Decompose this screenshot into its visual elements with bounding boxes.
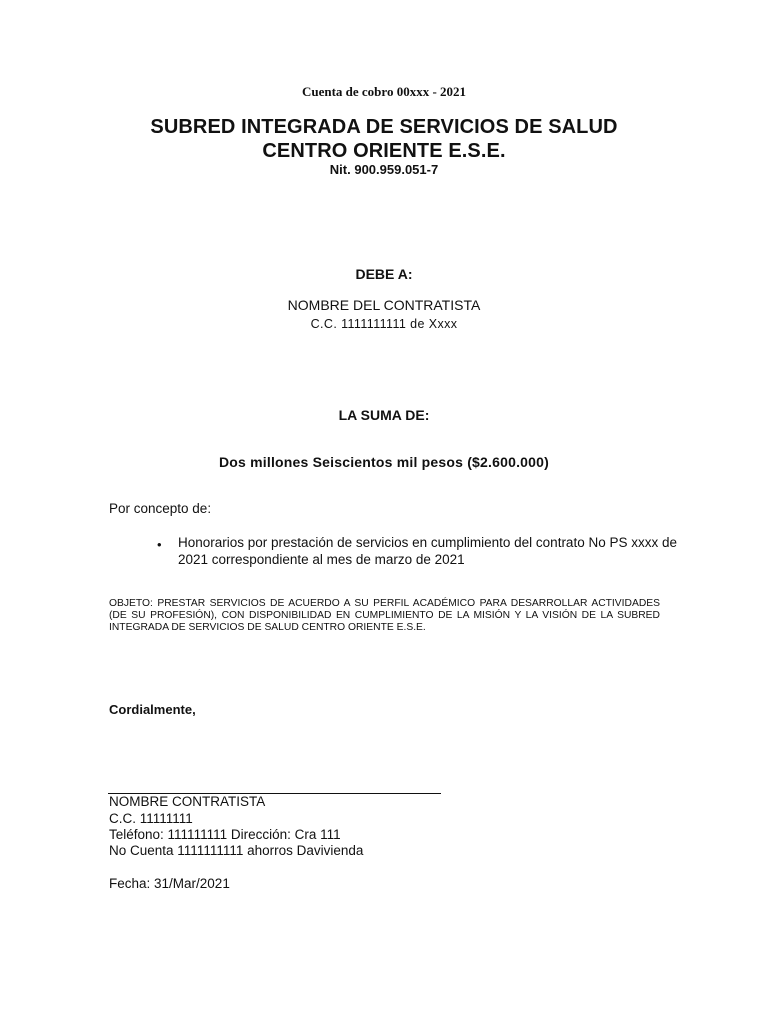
closing-salutation: Cordialmente,: [109, 702, 196, 717]
debe-a-heading: DEBE A:: [355, 266, 413, 282]
bullet-icon: •: [157, 537, 162, 552]
signer-name: NOMBRE CONTRATISTA: [109, 794, 266, 809]
contractor-id: C.C. 1111111111 de Xxxx: [310, 317, 458, 331]
document-reference: Cuenta de cobro 00xxx - 2021: [301, 84, 467, 99]
concepto-label: Por concepto de:: [109, 501, 212, 516]
amount-text: Dos millones Seiscientos mil pesos ($2.600.000): [219, 454, 549, 470]
la-suma-heading: LA SUMA DE:: [338, 407, 430, 423]
signer-contact: Teléfono: 111111111 Dirección: Cra 111: [109, 827, 341, 842]
contractor-name: NOMBRE DEL CONTRATISTA: [287, 297, 481, 313]
signer-bank-account: No Cuenta 1111111111 ahorros Davivienda: [109, 843, 364, 858]
organization-name-line-1: SUBRED INTEGRADA DE SERVICIOS DE SALUD: [150, 116, 618, 138]
concepto-item: Honorarios por prestación de servicios en cumplimiento del contrato No PS xxxx de 2021 correspondiente al mes de marzo de 2021: [178, 535, 677, 567]
organization-name-line-2: CENTRO ORIENTE E.S.E.: [262, 140, 506, 162]
organization-nit: Nit. 900.959.051-7: [329, 162, 439, 177]
objeto-paragraph: OBJETO: PRESTAR SERVICIOS DE ACUERDO A SU PERFIL ACADÉMICO PARA DESARROLLAR ACTIVIDADES (DE SU PROFESIÓN), CON DISPONIBILIDAD EN CUMPLIMIENTO DE LA MISIÓN Y LA VISIÓN DE LA SUBRED INTEGRADA DE SERVICIOS DE SALUD CENTRO ORIENTE E.S.E.: [109, 598, 660, 633]
signer-id: C.C. 11111111: [109, 811, 193, 826]
document-date: Fecha: 31/Mar/2021: [109, 876, 230, 891]
